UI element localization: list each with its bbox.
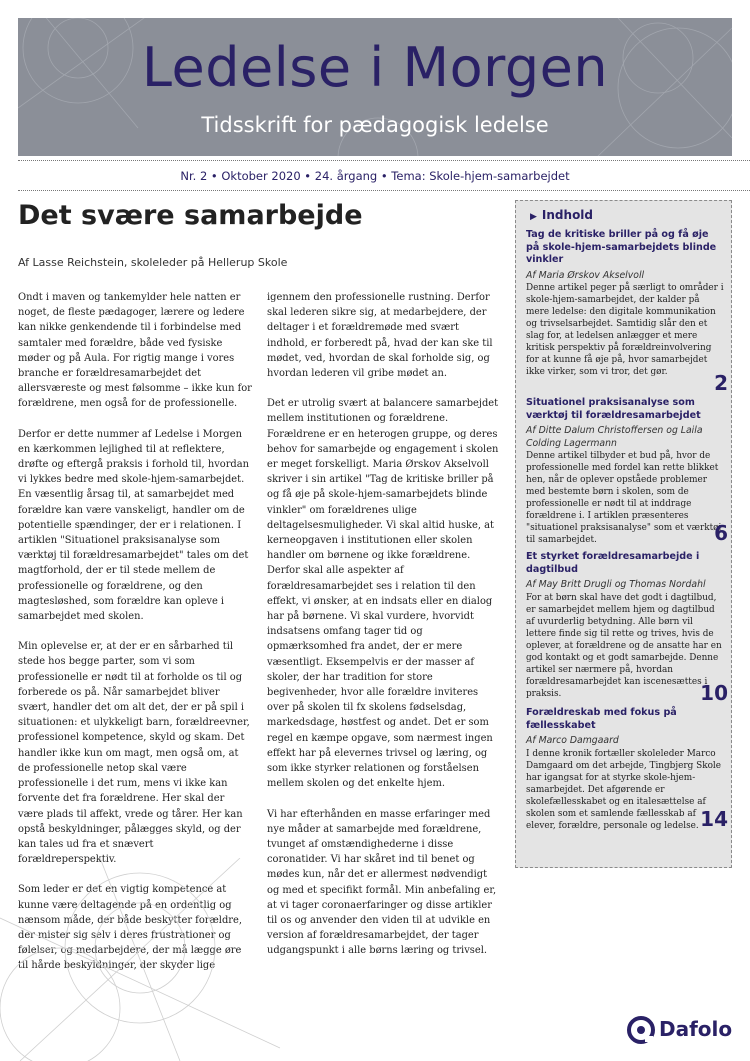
article-byline: Af Lasse Reichstein, skoleleder på Hellerup Skole (18, 256, 288, 269)
article-title: Det svære samarbejde (18, 200, 363, 231)
play-triangle-icon: ▶ (530, 212, 537, 222)
contents-item-page: 14 (700, 807, 728, 831)
paragraph: Min oplevelse er, at der er en sårbarhed til stede hos begge parter, som vi som professionelle er nødt til at forholde os til og forberede os på. Når samarbejdet bliver svært, handler det om alt det, der er på spil i situationen: et ulykkeligt barn, forældreevner, professionel kompetence, skyld og skam. Det handler ikke kun om magt, men også om, at de professionelle netop skal være professionelle i det rum, mens vi ikke kan forvente det fra forældrene. Her skal der være plads til affekt, vrede og tårer. Her kan opstå beskyldninger, pålægges skyld, og der kan tales ud fra et snævert forældreperspektiv. (18, 641, 250, 866)
contents-item-title: Situationel praksisanalyse som værktøj til forældresamarbejdet (526, 397, 701, 421)
bottom-decoration (0, 858, 300, 1061)
contents-item[interactable] (526, 551, 728, 705)
contents-item-page: 10 (700, 681, 728, 705)
contents-item-description: Denne artikel tilbyder et bud på, hvor de professionelle med fordel kan rette blikket hen, når de oplever opståede problemer med bestemte børn i skolen, som de professionelle er nødt til at inddrage forældrene i. I artiklen præsenteres "situationel praksisanalyse" som et værktøj til samarbejdet. (526, 451, 722, 545)
contents-item-title: Forældreskab med fokus på fællesskabet (526, 707, 677, 731)
contents-item-authors: Af Maria Ørskov Akselvoll (526, 269, 645, 281)
contents-item-title: Tag de kritiske briller på og få øje på skole-hjem-samarbejdets blinde vinkler (526, 229, 717, 265)
contents-item-title: Et styrket forældresamarbejde i dagtilbud (526, 551, 700, 575)
contents-item-authors: Af Ditte Dalum Christoffersen og Laila Colding Lagermann (526, 425, 703, 449)
contents-item-description: I denne kronik fortæller skoleleder Marco Damgaard om det arbejde, Tingbjerg Skole har igangsat for at styrke skole-hjem-samarbejdet. Det afgørende er skolefællesskabet og en italesættelse af skolen som et samlende fællesskab af elever, forældre, personale og ledelse. (526, 748, 722, 831)
contents-sidebar (515, 200, 732, 868)
contents-item-page: 2 (714, 371, 728, 395)
paragraph: Det er utrolig svært at balancere samarbejdet mellem institutionen og forældrene. Forældrene er en heterogen gruppe, og deres behov for samarbejde og engagement i skolen er meget forskelligt. Maria Ørskov Akselvoll skriver i sin artikel "Tag de kritiske briller på og få øje på skole-hjem-samarbejdets blinde vinkler" om forældrenes ulige deltagelsesmuligheder. Vi skal altid huske, at kerneopgaven i institutionen eller skolen handler om børnene og ikke forældrene. Derfor skal alle aspekter af forældresamarbejdet ses i relation til den effekt, vi ønsker, at en indsats eller en dialog har på børnene. Vi skal vurdere, hvorvidt indsatsens omfang tager tid og opmærksomhed fra andet, der er mere væsentligt. Eksempelvis er der masser af skoler, der har tradition for store begivenheder, hvor alle forældre inviteres over på skolen til fx skolens fødselsdag, markedsdage, høstfest og andet. Det er som regel en kæmpe opgave, som nærmest ingen effekt har på elevernes trivsel og læring, og som ikke styrker relationen og forståelsen mellem skolen og det enkelte hjem. (267, 398, 499, 790)
paragraph: Ondt i maven og tankemylder hele natten er noget, de fleste pædagoger, lærere og ledere kan nikke genkendende til i forbindelse med samtaler med forældre, både ved fysiske møder og på Aula. For rigtig mange i vores branche er forældresamarbejdet det allersværeste og mest følsomme – ikke kun for forældrene, men også for de professionelle. (18, 292, 252, 410)
magazine-subtitle: Tidsskrift for pædagogisk ledelse (201, 113, 549, 137)
issue-info: Nr. 2 • Oktober 2020 • 24. årgang • Tema: Skole-hjem-samarbejdet (180, 169, 570, 183)
paragraph: Som leder er det en vigtig kompetence at kunne være deltagende på en ordentlig og nænsom måde, der både beskytter forældre, der mister sig selv i deres frustrationer og følelser, og medarbejdere, der må lægge øre til hårde beskyldninger, der skyder lige (18, 884, 242, 972)
contents-item-description: For at børn skal have det godt i dagtilbud, er samarbejdet mellem hjem og dagtilbud af uvurderlig betydning. Alle børn vil lettere finde sig til rette og trives, hvis de oplever, at forældrene og de ansatte har en god kontakt og et godt samarbejde. Denne artikel ser nærmere på, hvordan forældresamarbejdet kan iscenesættes i praksis. (526, 592, 722, 699)
divider-top (18, 160, 750, 161)
paragraph: igennem den professionelle rustning. Derfor skal lederen sikre sig, at medarbejdere, der deltager i et forældremøde med svært indhold, er forberedt på, hvad der kan ske til mødet, ved, hvordan de skal forholde sig, og hvordan lederen vil gribe mødet an. (267, 292, 493, 380)
contents-item-description: Denne artikel peger på særligt to områder i skole-hjem-samarbejdet, der kalder på mere ledelse: den digitale kommunikation og trivselsarbejdet. Samtidig slår den et slag for, at ledelsen anlægger et mere kritisk perspektiv på forældreinvolvering for at kunne få øje på, hvor samarbejdet ikke virker, som vi tror, det gør. (526, 283, 724, 377)
magazine-title: Ledelse i Morgen (141, 36, 609, 99)
contents-item[interactable] (526, 707, 728, 832)
paragraph: Vi har efterhånden en masse erfaringer med nye måder at samarbejde med forældrene, tvunget af omstændighederne i disse coronatider. Vi har skåret ind til benet og mødes kun, når det er allermest nødvendigt og med et specifikt formål. Min anbefaling er, at vi tager coronaerfaringer og disse artikler til os og anvender den viden til at udvikle en version af forældresamarbejdet, der tager udgangspunkt i alle børns læring og trivsel. (267, 808, 497, 957)
dafolo-logo-icon (627, 1016, 655, 1044)
masthead (18, 18, 732, 156)
contents-item[interactable] (526, 397, 728, 546)
paragraph: Derfor er dette nummer af Ledelse i Morgen en kærkommen lejlighed til at reflektere, drøfte og eftergå praksis i forhold til, hvordan vi lykkes bedre med skole-hjem-samarbejdet. En væsentlig årsag til, at samarbejdet med forældre kan være vanskeligt, handler om de potentielle spændinger, der er i relationen. I artiklen "Situationel praksisanalyse som værktøj til forældresamarbejdet" tales om det magtforhold, der er til stede mellem de professionelle og forældrene, og den magtesløshed, som forældre kan opleve i samarbejdet med skolen. (18, 428, 250, 623)
divider-issue (18, 190, 750, 191)
contents-item-authors: Af May Britt Drugli og Thomas Nordahl (526, 579, 706, 590)
contents-item-page: 6 (714, 521, 728, 545)
contents-heading: ▶ Indhold (530, 208, 594, 222)
contents-item[interactable] (526, 229, 728, 395)
contents-item-authors: Af Marco Damgaard (526, 735, 619, 746)
article-column-2 (267, 290, 501, 974)
publisher-name: Dafolo (659, 1017, 733, 1041)
